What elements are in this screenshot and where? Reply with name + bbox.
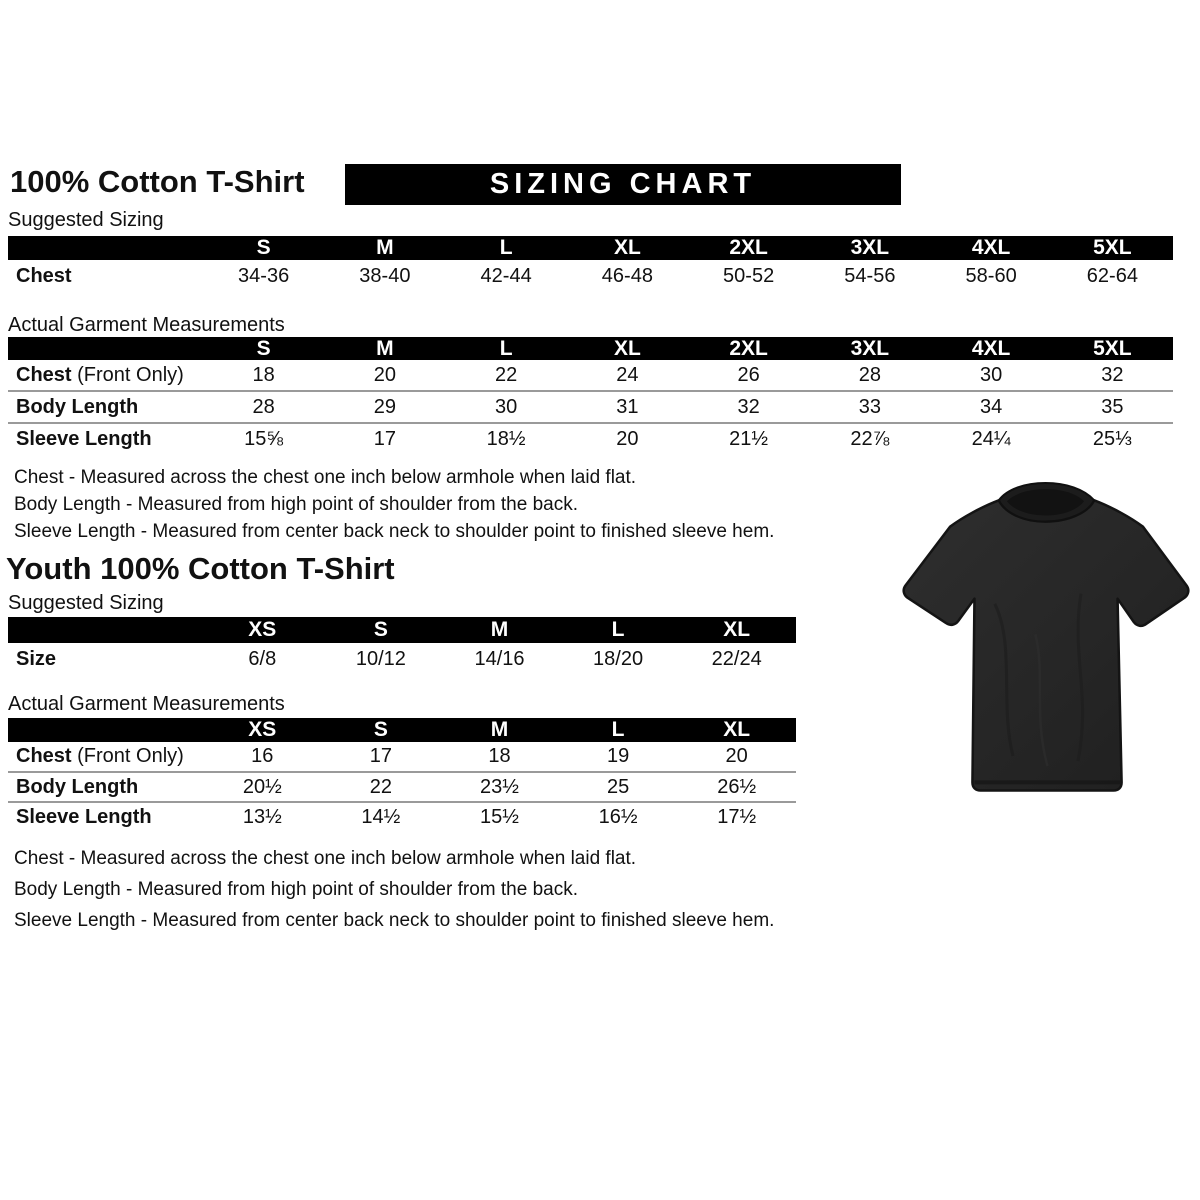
- size-col-header: XS: [248, 618, 277, 641]
- size-col-header: XL: [723, 618, 751, 641]
- table-cell: 22: [369, 775, 393, 798]
- note-sleeve-length: Sleeve Length - Measured from center back neck to shoulder point to finished sleeve hem.: [14, 910, 775, 931]
- table-cell: 38-40: [359, 264, 411, 287]
- adult-actual-measurements-label: Actual Garment Measurements: [8, 314, 285, 336]
- row-label: [8, 806, 203, 829]
- table-cell: 16: [251, 745, 274, 767]
- tshirt-image: [893, 482, 1198, 827]
- table-cell: 25: [606, 775, 630, 798]
- youth-actual-measurements-table: [8, 718, 796, 831]
- table-cell: 20: [725, 745, 748, 767]
- table-cell: 30: [495, 395, 518, 418]
- table-cell: 32: [1101, 363, 1124, 386]
- row-label-text: Size: [16, 647, 57, 670]
- row-label-text: Body Length: [16, 395, 139, 418]
- row-label: [8, 776, 203, 799]
- row-label: [8, 396, 203, 419]
- size-col-header: 3XL: [850, 336, 890, 360]
- table-cell: 29: [373, 395, 396, 418]
- table-cell: 19: [606, 745, 630, 767]
- table-cell: 20½: [242, 775, 282, 798]
- adult-actual-header-row: [8, 337, 1173, 360]
- row-label: [8, 364, 203, 387]
- table-cell: 34: [980, 395, 1003, 418]
- table-cell: 26½: [717, 775, 757, 798]
- note-body-length: Body Length - Measured from high point of shoulder from the back.: [14, 494, 578, 515]
- adult-body-length-row: [8, 392, 1173, 424]
- table-cell: 22: [495, 363, 518, 386]
- size-col-header: XL: [723, 718, 751, 741]
- youth-size-row: [8, 643, 796, 675]
- tshirt-graphic: [893, 482, 1198, 827]
- size-col-header: 2XL: [729, 236, 768, 259]
- youth-suggested-sizing-label: Suggested Sizing: [8, 592, 164, 614]
- row-label: [8, 265, 203, 288]
- size-col-header: L: [499, 236, 513, 259]
- adult-suggested-header-row: [8, 236, 1173, 260]
- size-col-header: 5XL: [1093, 336, 1132, 360]
- table-cell: 17: [369, 745, 393, 767]
- youth-suggested-header-row: [8, 617, 796, 643]
- row-label: [8, 428, 203, 451]
- size-col-header: XS: [248, 718, 277, 741]
- size-col-header: S: [373, 718, 388, 741]
- youth-suggested-sizing-table: [8, 617, 796, 675]
- table-cell: 20: [616, 427, 639, 450]
- table-cell: 33: [858, 395, 881, 418]
- table-cell: 18/20: [593, 647, 644, 670]
- table-cell: 6/8: [248, 647, 277, 670]
- note-chest: Chest - Measured across the chest one inch below armhole when laid flat.: [14, 467, 637, 488]
- table-cell: 13½: [242, 805, 282, 828]
- size-col-header: 2XL: [729, 336, 768, 360]
- table-cell: 20: [373, 363, 396, 386]
- size-col-header: M: [490, 618, 509, 641]
- table-cell: 42-44: [480, 264, 532, 287]
- table-cell: 32: [737, 395, 760, 418]
- size-col-header: S: [256, 336, 271, 360]
- table-cell: 18: [488, 745, 511, 767]
- size-col-header: L: [499, 336, 513, 360]
- table-cell: 30: [980, 363, 1003, 386]
- size-col-header: M: [376, 236, 394, 259]
- adult-chest-row: [8, 360, 1173, 392]
- youth-section-title: Youth 100% Cotton T-Shirt: [6, 551, 395, 586]
- table-cell: 21½: [729, 427, 769, 450]
- page-title: 100% Cotton T-Shirt: [10, 164, 305, 199]
- table-cell: 22⅞: [850, 427, 890, 450]
- table-cell: 18½: [486, 427, 526, 450]
- adult-measurement-notes: [14, 464, 774, 545]
- adult-suggested-sizing-label: Suggested Sizing: [8, 209, 164, 231]
- table-cell: 16½: [598, 805, 638, 828]
- table-cell: 28: [252, 395, 275, 418]
- youth-body-length-row: [8, 773, 796, 803]
- note-body-length: Body Length - Measured from high point of shoulder from the back.: [14, 879, 578, 900]
- size-col-header: XL: [613, 236, 641, 259]
- adult-suggested-sizing-table: [8, 236, 1173, 292]
- adult-sleeve-length-row: [8, 424, 1173, 454]
- adult-actual-measurements-table: [8, 337, 1173, 454]
- size-col-header: S: [256, 236, 271, 259]
- table-cell: 58-60: [965, 264, 1017, 287]
- row-label-text: Chest: [16, 264, 72, 287]
- table-cell: 50-52: [723, 264, 775, 287]
- table-cell: 17: [373, 427, 396, 450]
- table-cell: 62-64: [1086, 264, 1138, 287]
- sizing-chart-banner: [345, 164, 901, 205]
- row-label-text: Sleeve Length: [16, 427, 152, 450]
- table-cell: 35: [1101, 395, 1124, 418]
- size-col-header: L: [611, 718, 625, 741]
- table-cell: 14/16: [474, 647, 525, 670]
- size-col-header: XL: [613, 336, 641, 360]
- youth-actual-header-row: [8, 718, 796, 742]
- size-col-header: 4XL: [971, 336, 1011, 360]
- table-cell: 17½: [717, 805, 757, 828]
- table-cell: 25⅓: [1092, 427, 1132, 450]
- size-col-header: 5XL: [1093, 236, 1132, 259]
- table-cell: 46-48: [601, 264, 653, 287]
- row-label-suffix: (Front Only): [71, 745, 184, 767]
- note-chest: Chest - Measured across the chest one inch below armhole when laid flat.: [14, 848, 637, 869]
- table-cell: 14½: [361, 805, 401, 828]
- table-cell: 24¼: [971, 427, 1011, 450]
- table-cell: 22/24: [711, 647, 762, 670]
- table-cell: 54-56: [844, 264, 896, 287]
- youth-actual-measurements-label: Actual Garment Measurements: [8, 693, 285, 715]
- table-cell: 15⅝: [244, 427, 284, 450]
- row-label-suffix: (Front Only): [71, 363, 184, 386]
- size-col-header: L: [611, 618, 625, 641]
- row-label-text: Body Length: [16, 775, 139, 798]
- table-cell: 15½: [480, 805, 519, 828]
- size-col-header: M: [376, 336, 394, 360]
- youth-measurement-notes: [14, 843, 774, 936]
- row-label-text: Sleeve Length: [16, 805, 152, 828]
- table-cell: 31: [616, 395, 639, 418]
- adult-chest-range-row: [8, 260, 1173, 292]
- youth-chest-row: [8, 742, 796, 773]
- table-cell: 24: [616, 363, 639, 386]
- table-cell: 18: [252, 363, 275, 386]
- row-label-text: Chest: [16, 745, 72, 767]
- table-cell: 23½: [480, 775, 519, 798]
- row-label: [8, 745, 203, 768]
- table-cell: 34-36: [238, 264, 290, 287]
- sizing-chart-banner-text: SIZING CHART: [489, 168, 757, 200]
- size-col-header: M: [490, 718, 509, 741]
- youth-sleeve-length-row: [8, 803, 796, 831]
- table-cell: 10/12: [355, 647, 406, 670]
- table-cell: 26: [737, 363, 760, 386]
- size-col-header: 4XL: [971, 236, 1011, 259]
- table-cell: 28: [858, 363, 881, 386]
- row-label: [8, 648, 203, 671]
- note-sleeve-length: Sleeve Length - Measured from center back neck to shoulder point to finished sleeve hem.: [14, 521, 775, 542]
- size-col-header: S: [373, 618, 388, 641]
- row-label-text: Chest: [16, 363, 72, 386]
- size-col-header: 3XL: [850, 236, 890, 259]
